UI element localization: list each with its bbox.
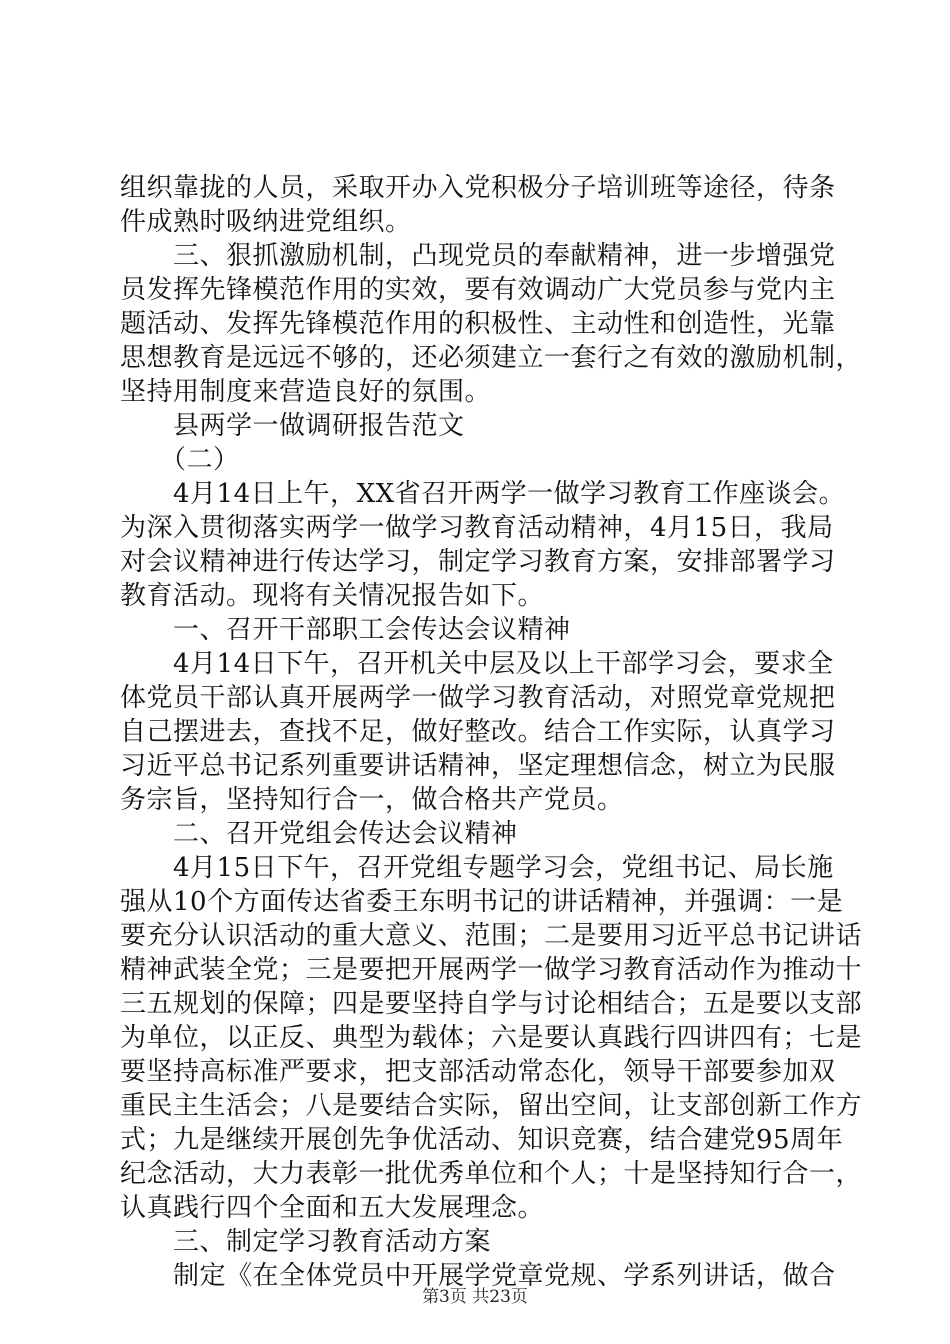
section-subheading: （二） (120, 445, 240, 475)
text-line: 认真践行四个全面和五大发展理念。 (120, 1193, 545, 1223)
text-line: 4月15日下午，召开党组专题学习会，党组书记、局长施 (120, 853, 834, 883)
text-line: 重民主生活会；八是要结合实际，留出空间，让支部创新工作方 (120, 1091, 863, 1121)
text-line: 员发挥先锋模范作用的实效，要有效调动广大党员参与党内主 (120, 275, 836, 305)
text-line: 制定《在全体党员中开展学党章党规、学系列讲话，做合 (120, 1261, 836, 1291)
text-line: 对会议精神进行传达学习，制定学习教育方案，安排部署学习 (120, 547, 836, 577)
text-line: 4月14日上午，XX省召开两学一做学习教育工作座谈会。 (120, 479, 846, 509)
text-line: 务宗旨，坚持知行合一，做合格共产党员。 (120, 785, 624, 815)
text-line: 件成熟时吸纳进党组织。 (120, 207, 412, 237)
text-line: 坚持用制度来营造良好的氛围。 (120, 377, 492, 407)
section-heading: 县两学一做调研报告范文 (120, 411, 465, 441)
text-line: 思想教育是远远不够的，还必须建立一套行之有效的激励机制， (120, 343, 863, 373)
text-line: 4月14日下午，召开机关中层及以上干部学习会，要求全 (120, 649, 834, 679)
text-line: 为单位，以正反、典型为载体；六是要认真践行四讲四有；七是 (120, 1023, 863, 1053)
text-line: 为深入贯彻落实两学一做学习教育活动精神，4月15日，我局 (120, 513, 834, 543)
text-line: 纪念活动，大力表彰一批优秀单位和个人；十是坚持知行合一， (120, 1159, 863, 1189)
text-line: 式；九是继续开展创先争优活动、知识竞赛，结合建党95周年 (120, 1125, 844, 1155)
text-line: 强从10个方面传达省委王东明书记的讲话精神，并强调：一是 (120, 887, 844, 917)
text-line: 教育活动。现将有关情况报告如下。 (120, 581, 545, 611)
text-line: 题活动、发挥先锋模范作用的积极性、主动性和创造性，光靠 (120, 309, 836, 339)
section-heading: 三、制定学习教育活动方案 (120, 1227, 492, 1257)
text-line: 三五规划的保障；四是要坚持自学与讨论相结合；五是要以支部 (120, 989, 863, 1019)
page-number-footer: 第3页 共23页 (422, 1287, 528, 1307)
text-line: 三、狠抓激励机制，凸现党员的奉献精神，进一步增强党 (120, 241, 836, 271)
text-line: 组织靠拢的人员，采取开办入党积极分子培训班等途径，待条 (120, 173, 836, 203)
text-line: 要充分认识活动的重大意义、范围；二是要用习近平总书记讲话 (120, 921, 863, 951)
text-line: 习近平总书记系列重要讲话精神，坚定理想信念，树立为民服 (120, 751, 836, 781)
text-line: 体党员干部认真开展两学一做学习教育活动，对照党章党规把 (120, 683, 836, 713)
section-heading: 一、召开干部职工会传达会议精神 (120, 615, 571, 645)
text-line: 要坚持高标准严要求，把支部活动常态化，领导干部要参加双 (120, 1057, 836, 1087)
section-heading: 二、召开党组会传达会议精神 (120, 819, 518, 849)
text-line: 精神武装全党；三是要把开展两学一做学习教育活动作为推动十 (120, 955, 863, 985)
text-line: 自己摆进去，查找不足，做好整改。结合工作实际，认真学习 (120, 717, 836, 747)
